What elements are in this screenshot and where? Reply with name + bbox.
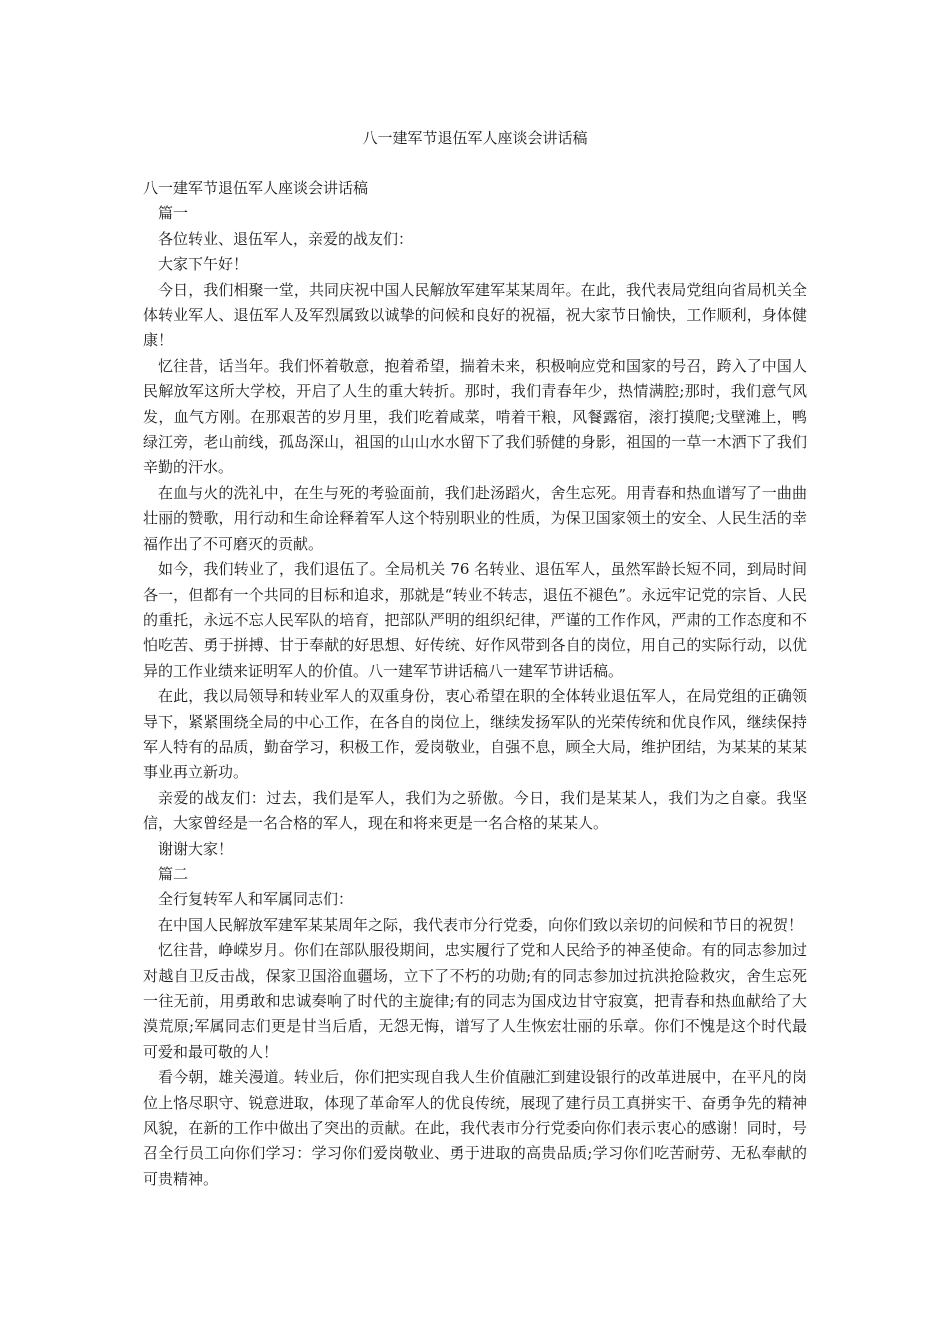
paragraph: 今日，我们相聚一堂，共同庆祝中国人民解放军建军某某周年。在此，我代表局党组向省局机关全体转业军人、退伍军人及军烈属致以诚挚的问候和良好的祝福，祝大家节日愉快，工作顺利，身体健康！: [143, 280, 807, 350]
paragraph: 亲爱的战友们：过去，我们是军人，我们为之骄傲。今日，我们是某某人，我们为之自豪。我坚信，大家曾经是一名合格的军人，现在和将来更是一名合格的某某人。: [143, 788, 807, 833]
section-heading: 八一建军节退伍军人座谈会讲话稿: [143, 179, 369, 197]
closing: 谢谢大家！: [158, 839, 234, 858]
section-label-2: 篇二: [158, 864, 189, 883]
greeting: 大家下午好！: [158, 255, 249, 274]
section-label-1: 篇一: [158, 204, 189, 223]
paragraph: 如今，我们转业了，我们退伍了。全局机关 76 名转业、退伍军人，虽然军龄长短不同，到局时间各一，但都有一个共同的目标和追求，那就是“转业不转志，退伍不褪色”。永远牢记党的宗旨、人民的重托，永远不忘人民军队的培育，把部队严明的组织纪律，严谨的工作作风，严肃的工作态度和不怕吃苦、勇于拼搏、甘于奉献的好思想、好传统、好作风带到各自的岗位，用自己的实际行动，以优异的工作业绩来证明军人的价值。八一建军节讲话稿八一建军节讲话稿。: [143, 560, 807, 680]
document-title: 八一建军节退伍军人座谈会讲话稿: [362, 129, 588, 147]
document-body: [143, 176, 807, 1192]
paragraph: 在此，我以局领导和转业军人的双重身份，衷心希望在职的全体转业退伍军人，在局党组的正确领导下，紧紧围绕全局的中心工作，在各自的岗位上，继续发扬军队的光荣传统和优良作风，继续保持军人特有的品质，勤奋学习，积极工作，爱岗敬业，自强不息，顾全大局，维护团结，为某某的某某事业再立新功。: [143, 687, 807, 782]
paragraph: 忆往昔，话当年。我们怀着敬意，抱着希望，揣着未来，积极响应党和国家的号召，跨入了中国人民解放军这所大学校，开启了人生的重大转折。那时，我们青春年少，热情满腔;那时，我们意气风发，血气方刚。在那艰苦的岁月里，我们吃着咸菜，啃着干粮，风餐露宿，滚打摸爬;戈壁滩上，鸭绿江旁，老山前线，孤岛深山，祖国的山山水水留下了我们骄健的身影，祖国的一草一木洒下了我们辛勤的汗水。: [143, 356, 807, 477]
paragraph: 在中国人民解放军建军某某周年之际，我代表市分行党委，向你们致以亲切的问候和节日的祝贺！: [158, 915, 804, 934]
salutation: 各位转业、退伍军人，亲爱的战友们：: [158, 229, 414, 248]
salutation: 全行复转军人和军属同志们：: [158, 890, 354, 909]
paragraph: 在血与火的洗礼中，在生与死的考验面前，我们赴汤蹈火，舍生忘死。用青春和热血谱写了一曲曲壮丽的赞歌，用行动和生命诠释着军人这个特别职业的性质，为保卫国家领土的安全、人民生活的幸福作出了不可磨灭的贡献。: [143, 483, 807, 553]
paragraph: 忆往昔，峥嵘岁月。你们在部队服役期间，忠实履行了党和人民给予的神圣使命。有的同志参加过对越自卫反击战，保家卫国浴血疆场，立下了不朽的功勋;有的同志参加过抗洪抢险救灾，舍生忘死一往无前，用勇敢和忠诚奏响了时代的主旋律;有的同志为国戍边甘守寂寞，把青春和热血献给了大漠荒原;军属同志们更是甘当后盾，无怨无悔，谱写了人生恢宏壮丽的乐章。你们不愧是这个时代最可爱和最可敬的人！: [143, 941, 807, 1061]
paragraph: 看今朝，雄关漫道。转业后，你们把实现自我人生价值融汇到建设银行的改革进展中，在平凡的岗位上恪尽职守、锐意进取，体现了革命军人的优良传统，展现了建行员工真拼实干、奋勇争先的精神风貌，在新的工作中做出了突出的贡献。在此，我代表市分行党委向你们表示衷心的感谢！同时，号召全行员工向你们学习：学习你们爱岗敬业、勇于进取的高贵品质;学习你们吃苦耐劳、无私奉献的可贵精神。: [143, 1068, 807, 1188]
